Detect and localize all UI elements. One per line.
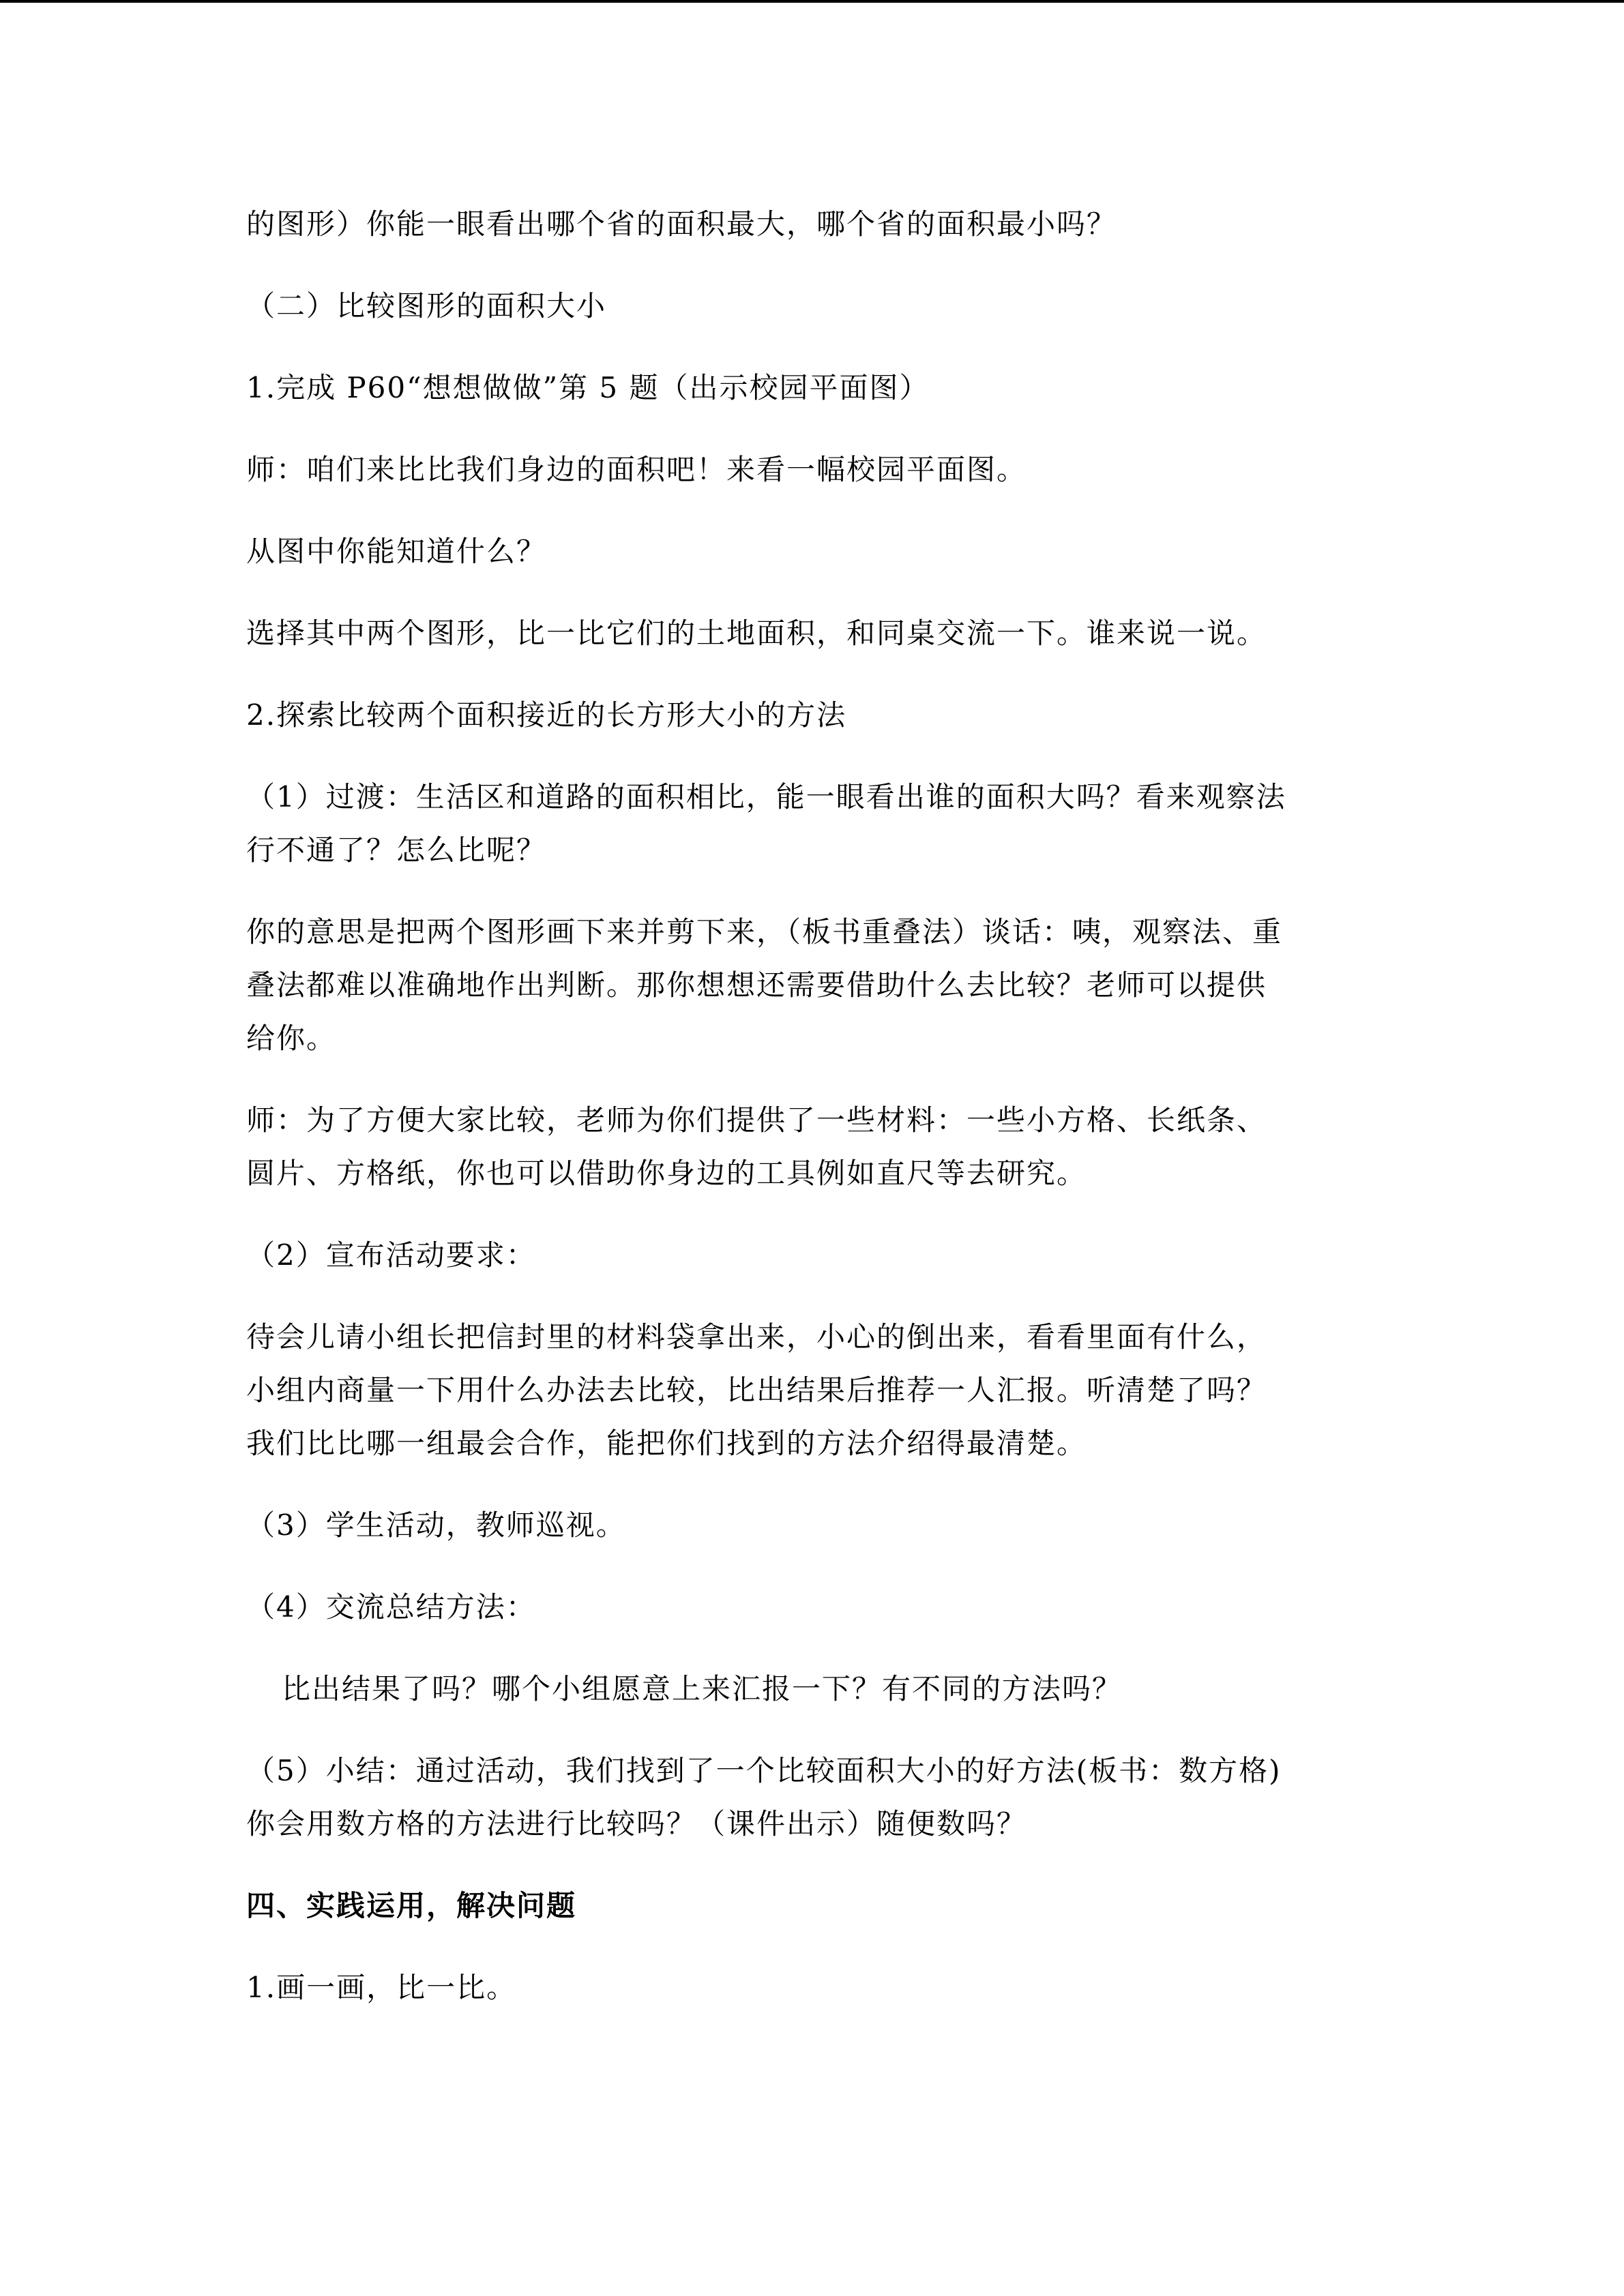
teacher-line-1 xyxy=(246,443,1378,496)
paragraph-line: 的图形）你能一眼看出哪个省的面积最大，哪个省的面积最小吗？ xyxy=(246,207,1117,241)
paragraph-line: 1.完成 P60“想想做做”第 5 题（出示校园平面图） xyxy=(246,371,930,404)
paragraph-line: 选择其中两个图形，比一比它们的土地面积，和同桌交流一下。谁来说一说。 xyxy=(246,616,1267,650)
paragraph-line: 圆片、方格纸，你也可以借助你身边的工具例如直尺等去研究。 xyxy=(246,1157,1087,1190)
paragraph-line: 小组内商量一下用什么办法去比较，比出结果后推荐一人汇报。听清楚了吗？ xyxy=(246,1373,1267,1407)
paragraph-line: 1.画一画，比一比。 xyxy=(246,1971,517,2004)
instruction-line xyxy=(246,607,1378,660)
section-heading-4 xyxy=(246,1879,1378,1933)
document-body xyxy=(246,198,1378,2043)
paragraph-line: 叠法都难以准确地作出判断。那你想想还需要借助什么去比较？老师可以提供 xyxy=(246,968,1267,1002)
paragraph-line: （2）宣布活动要求： xyxy=(246,1238,536,1272)
page-top-border xyxy=(0,0,1624,3)
section-title-2 xyxy=(246,280,1378,333)
paragraph-line: 比出结果了吗？哪个小组愿意上来汇报一下？有不同的方法吗？ xyxy=(282,1672,1123,1705)
paragraph-line: （二）比较图形的面积大小 xyxy=(246,289,607,323)
question-line xyxy=(246,525,1378,578)
report-question xyxy=(246,1663,1378,1716)
paragraph-line: 给你。 xyxy=(246,1022,337,1055)
paragraph-line: 从图中你能知道什么？ xyxy=(246,535,547,568)
activity-requirements-paragraph xyxy=(246,1311,1378,1470)
step-2-title xyxy=(246,1229,1378,1282)
task-1-title xyxy=(246,361,1378,415)
paragraph-line: 行不通了？怎么比呢？ xyxy=(246,833,547,867)
paragraph-line: （1）过渡：生活区和道路的面积相比，能一眼看出谁的面积大吗？看来观察法 xyxy=(246,780,1286,814)
overlap-method-paragraph xyxy=(246,906,1378,1065)
materials-paragraph xyxy=(246,1094,1378,1200)
step-4-title xyxy=(246,1581,1378,1634)
step-5-summary xyxy=(246,1744,1378,1851)
paragraph-line: 2.探索比较两个面积接近的长方形大小的方法 xyxy=(246,698,847,732)
step-3-title xyxy=(246,1499,1378,1552)
practice-item-1 xyxy=(246,1961,1378,2014)
paragraph-line: （5）小结：通过活动，我们找到了一个比较面积大小的好方法(板书：数方格) xyxy=(246,1754,1282,1787)
paragraph-line: 你的意思是把两个图形画下来并剪下来，（板书重叠法）谈话：咦，观察法、重 xyxy=(246,915,1283,949)
paragraph-line: 我们比比哪一组最会合作，能把你们找到的方法介绍得最清楚。 xyxy=(246,1427,1087,1460)
paragraph-line: 四、实践运用，解决问题 xyxy=(246,1889,577,1922)
paragraph-line: 师：为了方便大家比较，老师为你们提供了一些材料：一些小方格、长纸条、 xyxy=(246,1103,1267,1137)
paragraph-line: 待会儿请小组长把信封里的材料袋拿出来，小心的倒出来，看看里面有什么， xyxy=(246,1320,1267,1354)
task-2-title xyxy=(246,689,1378,742)
paragraph-line: （3）学生活动，教师巡视。 xyxy=(246,1508,626,1542)
paragraph-line: 你会用数方格的方法进行比较吗？（课件出示）随便数吗？ xyxy=(246,1807,1027,1840)
step-1-transition xyxy=(246,771,1378,877)
paragraph-1 xyxy=(246,198,1378,251)
paragraph-line: 师：咱们来比比我们身边的面积吧！来看一幅校园平面图。 xyxy=(246,453,1027,486)
paragraph-line: （4）交流总结方法： xyxy=(246,1590,536,1624)
